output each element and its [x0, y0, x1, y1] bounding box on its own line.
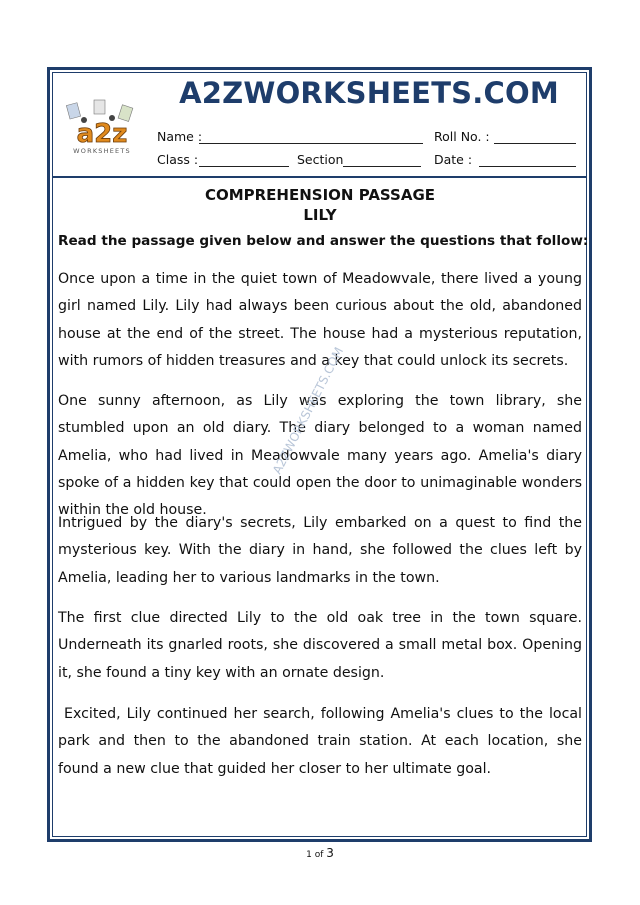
- paragraph-3: Intrigued by the diary's secrets, Lily embarked on a quest to find the mysterious key. With the diary in hand, she followed the clues left by Amelia, leading her to various landmarks in the town.: [58, 515, 582, 586]
- section-label: Section: [297, 152, 344, 167]
- document-subtitle: LILY: [303, 206, 337, 224]
- class-line: [199, 166, 289, 167]
- section-line: [343, 166, 421, 167]
- date-line: [479, 166, 576, 167]
- page-indicator: [0, 846, 640, 860]
- site-title: A2ZWORKSHEETS.COM: [179, 76, 559, 110]
- watermark: A2ZWORKSHEETS.COM: [270, 344, 347, 477]
- paragraph-4: The first clue directed Lily to the old oak tree in the town square. Underneath its gnarled roots, she discovered a small metal box. Opening it, she found a tiny key with an ornate design.: [58, 610, 582, 681]
- page-total: 3: [326, 846, 334, 860]
- paragraph-2: One sunny afternoon, as Lily was exploring the town library, she stumbled upon an old diary. The diary belonged to a woman named Amelia, who had lived in Meadowvale many years ago. Amelia's diary spoke of a hidden key that could open the door to unimaginable wonders within the old house.: [58, 393, 582, 519]
- date-label: Date :: [434, 152, 473, 167]
- instruction-text: Read the passage given below and answer the questions that follow:: [58, 233, 589, 249]
- logo-text: a2z: [76, 119, 128, 149]
- logo-subtext: WORKSHEETS: [73, 147, 131, 155]
- document-title: COMPREHENSION PASSAGE: [204, 186, 436, 204]
- class-label: Class :: [157, 152, 199, 167]
- name-label: Name :: [157, 129, 203, 144]
- paragraph-5: Excited, Lily continued her search, following Amelia's clues to the local park and then to the abandoned train station. At each location, she found a new clue that guided her closer to her ultimate goal.: [58, 706, 587, 777]
- page-prefix: 1 of: [306, 850, 324, 860]
- roll-label: Roll No. :: [434, 129, 490, 144]
- roll-line: [494, 143, 576, 144]
- paragraph-1: Once upon a time in the quiet town of Meadowvale, there lived a young girl named Lily. Lily had always been curious about the old, abandoned house at the end of the street. The house had a mysterious reputation, with rumors of hidden treasures and a key that could unlock its secrets.: [58, 271, 582, 369]
- header-divider: [52, 176, 587, 178]
- name-line: [199, 143, 423, 144]
